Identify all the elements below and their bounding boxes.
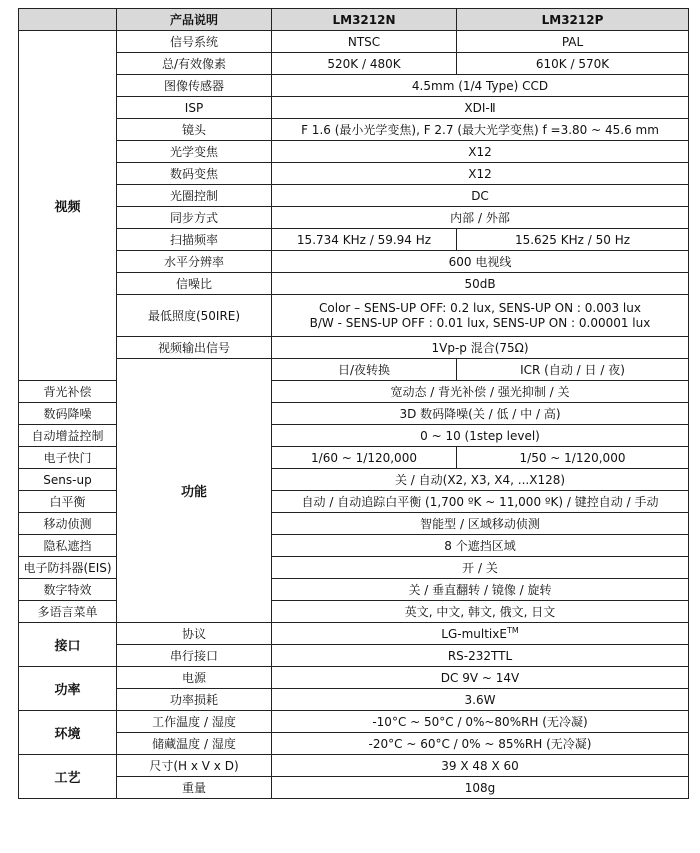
row-label: 重量 bbox=[117, 777, 272, 799]
row-value-p: 1/50 ~ 1/120,000 bbox=[457, 447, 689, 469]
trademark-mark: TM bbox=[506, 626, 519, 635]
row-value-n: 520K / 480K bbox=[272, 53, 457, 75]
row-label: 同步方式 bbox=[117, 207, 272, 229]
row-value: ICR (自动 / 日 / 夜) bbox=[457, 359, 689, 381]
row-value: 108g bbox=[272, 777, 689, 799]
row-label: Sens-up bbox=[19, 469, 117, 491]
row-value: 宽动态 / 背光补偿 / 强光抑制 / 关 bbox=[272, 381, 689, 403]
row-label: 水平分辨率 bbox=[117, 251, 272, 273]
row-label: 总/有效像素 bbox=[117, 53, 272, 75]
row-value: 关 / 垂直翻转 / 镜像 / 旋转 bbox=[272, 579, 689, 601]
row-label: 扫描频率 bbox=[117, 229, 272, 251]
row-label: 背光补偿 bbox=[19, 381, 117, 403]
spec-sheet bbox=[18, 8, 688, 799]
row-value: 0 ~ 10 (1step level) bbox=[272, 425, 689, 447]
group-environment: 环境 bbox=[19, 711, 117, 755]
row-value: 50dB bbox=[272, 273, 689, 295]
table-row bbox=[19, 359, 689, 381]
row-value: 智能型 / 区域移动侦测 bbox=[272, 513, 689, 535]
row-value: 开 / 关 bbox=[272, 557, 689, 579]
row-value: 3.6W bbox=[272, 689, 689, 711]
row-label: 数码降噪 bbox=[19, 403, 117, 425]
row-value bbox=[272, 623, 689, 645]
row-value-n: NTSC bbox=[272, 31, 457, 53]
header-model-n: LM3212N bbox=[272, 9, 457, 31]
row-value: DC bbox=[272, 185, 689, 207]
min-illum-color-line: Color – SENS-UP OFF: 0.2 lux, SENS-UP ON : 0.003 lux bbox=[319, 300, 641, 315]
table-row bbox=[19, 251, 689, 273]
table-header-row bbox=[19, 9, 689, 31]
row-value-n: 15.734 KHz / 59.94 Hz bbox=[272, 229, 457, 251]
spec-table bbox=[18, 8, 689, 799]
table-row bbox=[19, 119, 689, 141]
row-value: 3D 数码降噪(关 / 低 / 中 / 高) bbox=[272, 403, 689, 425]
row-value: 600 电视线 bbox=[272, 251, 689, 273]
table-row bbox=[19, 185, 689, 207]
row-label: 信号系统 bbox=[117, 31, 272, 53]
group-interface: 接口 bbox=[19, 623, 117, 667]
row-label: 视频输出信号 bbox=[117, 337, 272, 359]
row-label: 图像传感器 bbox=[117, 75, 272, 97]
header-empty-cell bbox=[19, 9, 117, 31]
row-label: 电子防抖器(EIS) bbox=[19, 557, 117, 579]
table-row bbox=[19, 141, 689, 163]
row-label: 隐私遮挡 bbox=[19, 535, 117, 557]
table-row bbox=[19, 623, 689, 645]
table-row bbox=[19, 97, 689, 119]
row-label: 自动增益控制 bbox=[19, 425, 117, 447]
row-label: 多语言菜单 bbox=[19, 601, 117, 623]
table-row bbox=[19, 75, 689, 97]
group-power: 功率 bbox=[19, 667, 117, 711]
row-label: 移动侦测 bbox=[19, 513, 117, 535]
row-value: 自动 / 自动追踪白平衡 (1,700 ºK ~ 11,000 ºK) / 键控自动 / 手动 bbox=[272, 491, 689, 513]
row-value: XDI-Ⅱ bbox=[272, 97, 689, 119]
row-value-p: PAL bbox=[457, 31, 689, 53]
row-value: DC 9V ~ 14V bbox=[272, 667, 689, 689]
table-row bbox=[19, 755, 689, 777]
row-label: 数字特效 bbox=[19, 579, 117, 601]
protocol-name: LG-multixE bbox=[441, 627, 507, 641]
row-label: 日/夜转换 bbox=[272, 359, 457, 381]
table-row bbox=[19, 273, 689, 295]
row-value: X12 bbox=[272, 141, 689, 163]
row-label: 镜头 bbox=[117, 119, 272, 141]
row-value: 关 / 自动(X2, X3, X4, ...X128) bbox=[272, 469, 689, 491]
table-row bbox=[19, 667, 689, 689]
table-row bbox=[19, 53, 689, 75]
table-row bbox=[19, 207, 689, 229]
group-function: 功能 bbox=[117, 359, 272, 623]
table-row bbox=[19, 711, 689, 733]
row-label: 功率损耗 bbox=[117, 689, 272, 711]
group-craft: 工艺 bbox=[19, 755, 117, 799]
row-label: 电子快门 bbox=[19, 447, 117, 469]
row-label: 最低照度(50IRE) bbox=[117, 295, 272, 337]
row-label: 信噪比 bbox=[117, 273, 272, 295]
row-label: 串行接口 bbox=[117, 645, 272, 667]
table-row bbox=[19, 777, 689, 799]
table-row bbox=[19, 229, 689, 251]
row-value-p: 610K / 570K bbox=[457, 53, 689, 75]
row-value-n: 1/60 ~ 1/120,000 bbox=[272, 447, 457, 469]
table-row bbox=[19, 645, 689, 667]
row-label: 光圈控制 bbox=[117, 185, 272, 207]
row-label: ISP bbox=[117, 97, 272, 119]
row-value: 英文, 中文, 韩文, 俄文, 日文 bbox=[272, 601, 689, 623]
min-illum-bw-line: B/W - SENS-UP OFF : 0.01 lux, SENS-UP ON : 0.00001 lux bbox=[309, 315, 651, 330]
table-row bbox=[19, 733, 689, 755]
row-label: 白平衡 bbox=[19, 491, 117, 513]
row-value: 39 X 48 X 60 bbox=[272, 755, 689, 777]
row-value: -10°C ~ 50°C / 0%~80%RH (无冷凝) bbox=[272, 711, 689, 733]
row-value: X12 bbox=[272, 163, 689, 185]
row-value bbox=[272, 295, 689, 337]
row-label: 光学变焦 bbox=[117, 141, 272, 163]
row-label: 电源 bbox=[117, 667, 272, 689]
row-label: 工作温度 / 湿度 bbox=[117, 711, 272, 733]
row-value: RS-232TTL bbox=[272, 645, 689, 667]
row-value: 8 个遮挡区域 bbox=[272, 535, 689, 557]
row-value: 内部 / 外部 bbox=[272, 207, 689, 229]
header-description: 产品说明 bbox=[117, 9, 272, 31]
row-label: 储藏温度 / 湿度 bbox=[117, 733, 272, 755]
group-video: 视频 bbox=[19, 31, 117, 381]
table-row bbox=[19, 163, 689, 185]
table-row bbox=[19, 295, 689, 337]
row-value: F 1.6 (最小光学变焦), F 2.7 (最大光学变焦) f =3.80 ~ 45.6 mm bbox=[272, 119, 689, 141]
header-model-p: LM3212P bbox=[457, 9, 689, 31]
row-value-p: 15.625 KHz / 50 Hz bbox=[457, 229, 689, 251]
row-value: 1Vp-p 混合(75Ω) bbox=[272, 337, 689, 359]
row-value: -20°C ~ 60°C / 0% ~ 85%RH (无冷凝) bbox=[272, 733, 689, 755]
row-label: 尺寸(H x V x D) bbox=[117, 755, 272, 777]
row-label: 协议 bbox=[117, 623, 272, 645]
table-row bbox=[19, 337, 689, 359]
table-row bbox=[19, 689, 689, 711]
row-label: 数码变焦 bbox=[117, 163, 272, 185]
row-value: 4.5mm (1/4 Type) CCD bbox=[272, 75, 689, 97]
table-row bbox=[19, 31, 689, 53]
